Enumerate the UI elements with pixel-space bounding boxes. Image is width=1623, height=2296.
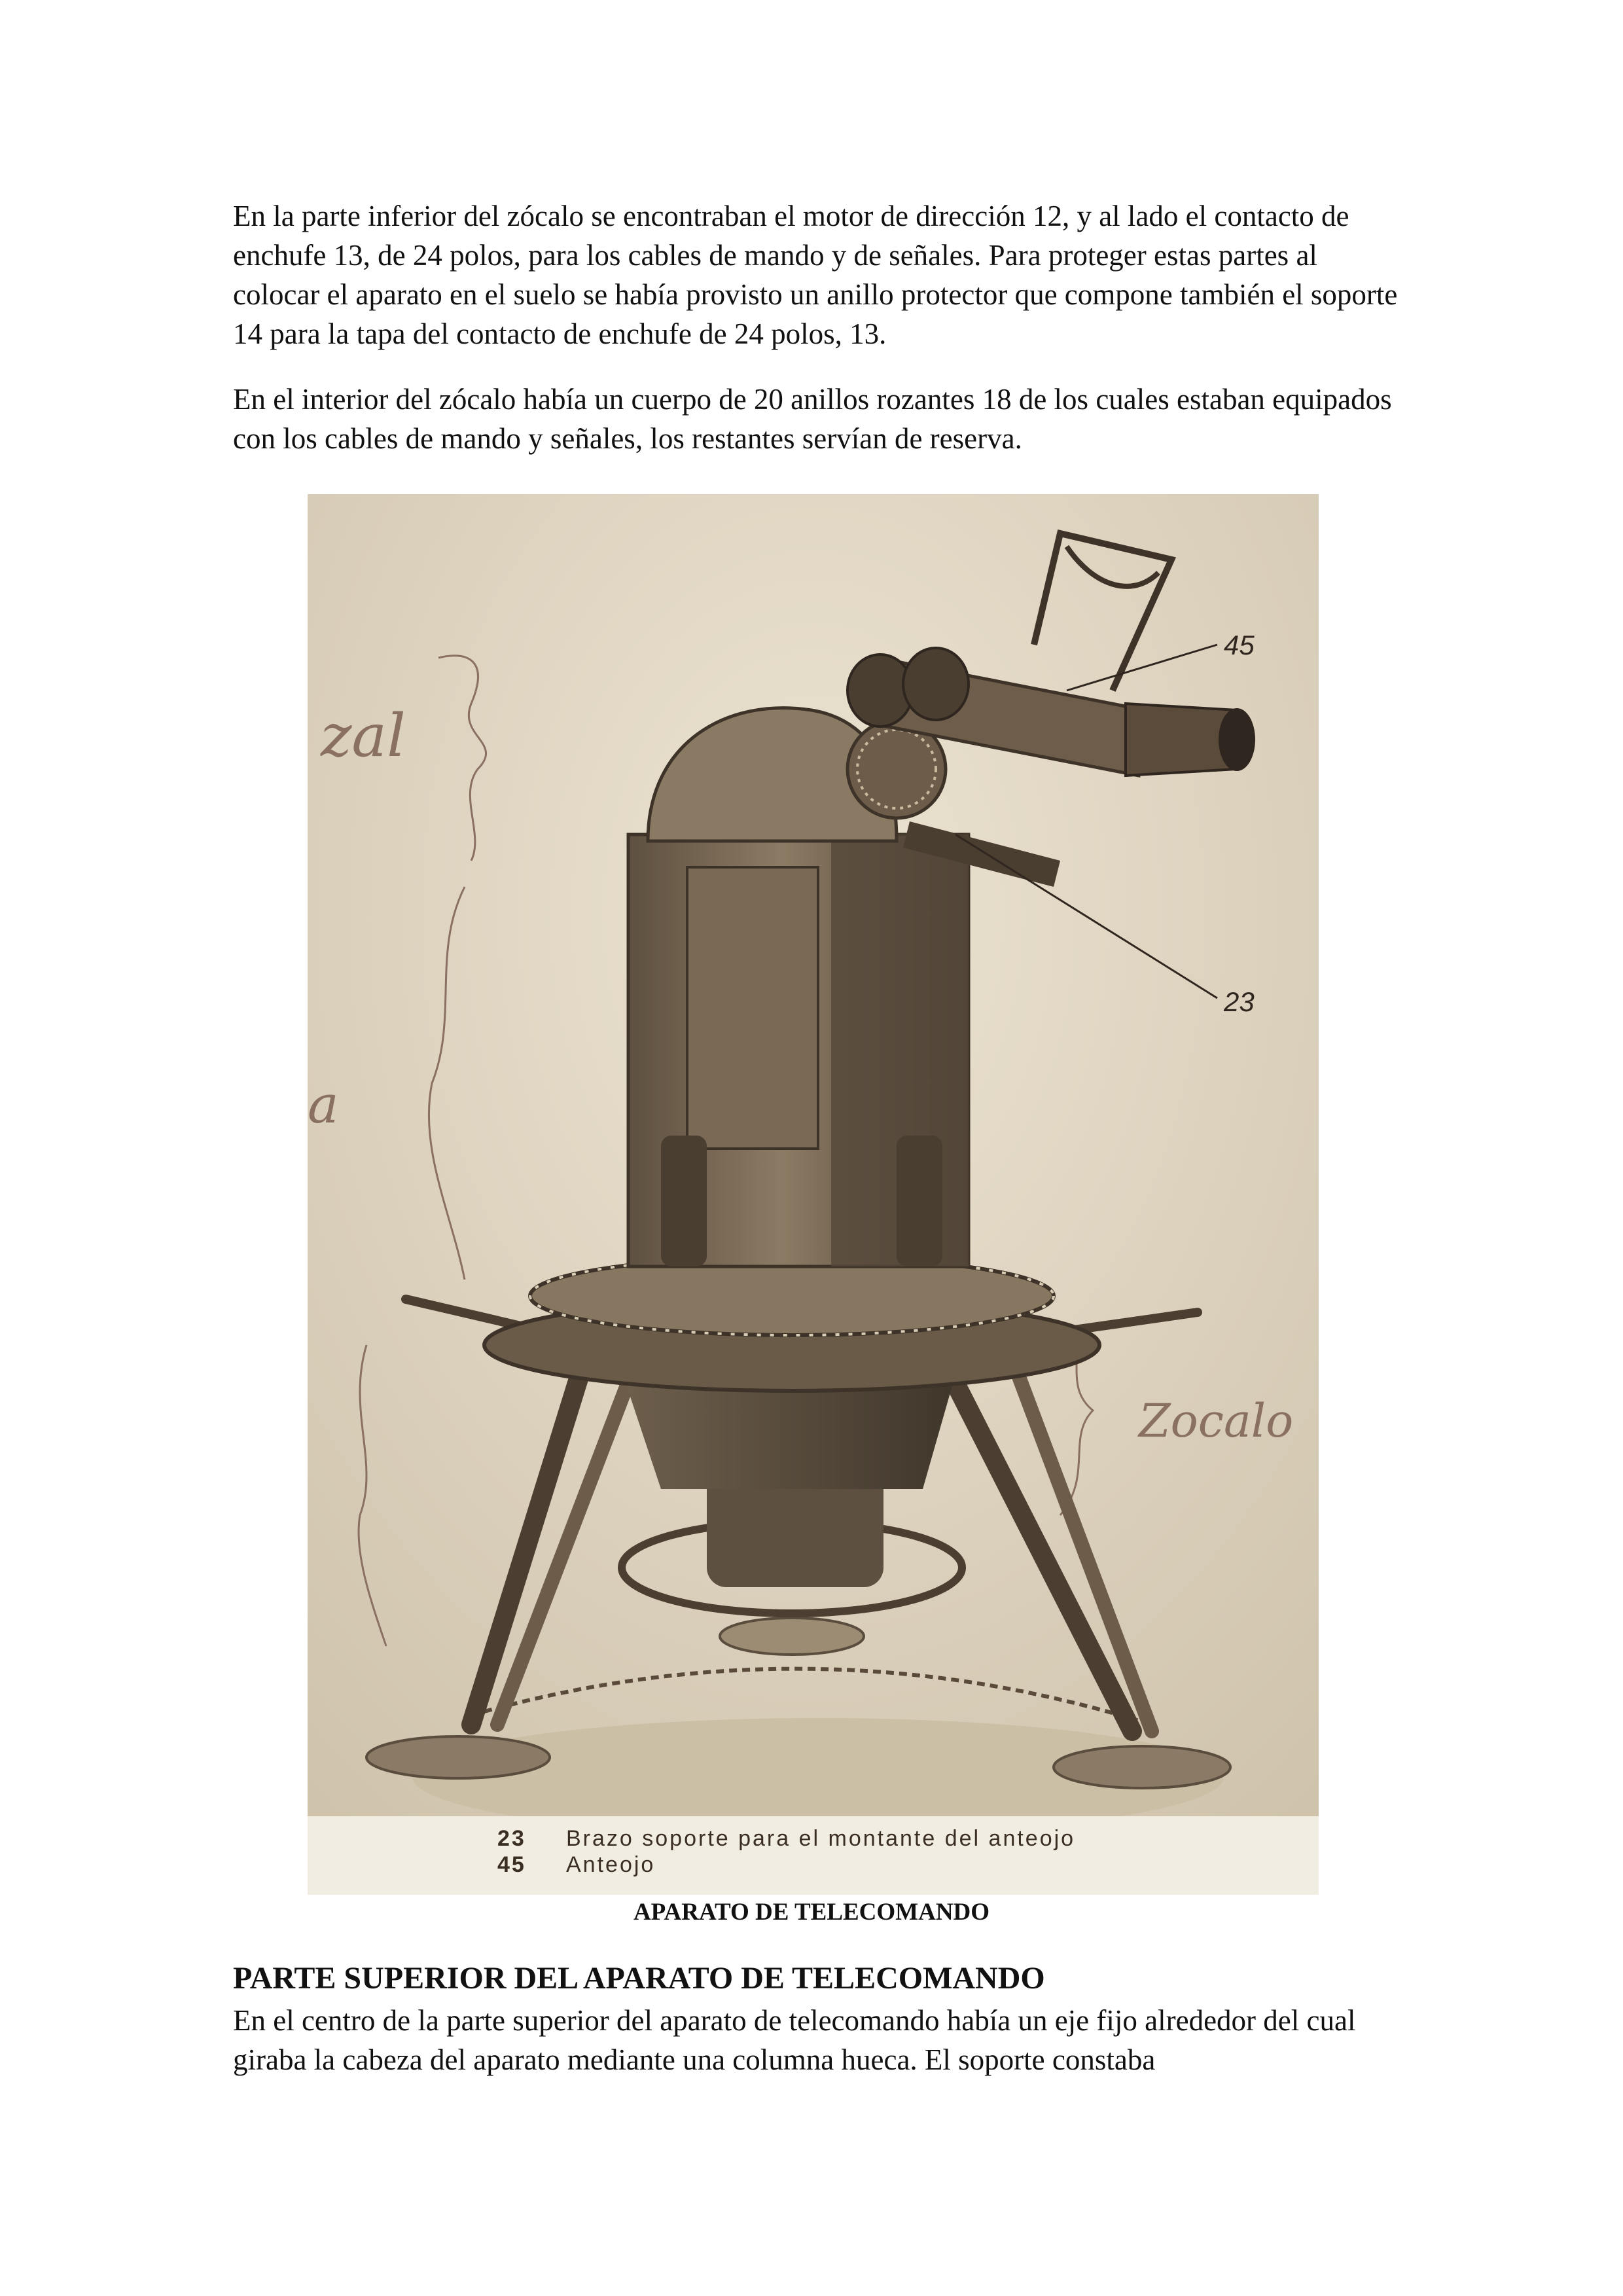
- legend-number: 45: [497, 1852, 526, 1877]
- section-heading: PARTE SUPERIOR DEL APARATO DE TELECOMANDO: [233, 1961, 1045, 1996]
- left-bracket: [661, 1136, 707, 1266]
- device-photo: [308, 494, 1319, 1895]
- handwriting-mid: a: [308, 1074, 339, 1135]
- left-foot-pad: [366, 1736, 550, 1778]
- callout-45: 45: [1224, 630, 1255, 660]
- figure-caption: APARATO DE TELECOMANDO: [633, 1899, 990, 1926]
- legend-number: 23: [497, 1826, 526, 1851]
- legend-row-45: [497, 1852, 655, 1878]
- handwriting-top: zal: [321, 702, 406, 770]
- second-paragraph: En el interior del zócalo había un cuerpo de 20 anillos rozantes 18 de los cuales estaban equipados con los cables de mando y señales, los restantes servían de reserva.: [233, 383, 1392, 455]
- turntable-upper: [530, 1257, 1054, 1335]
- side-cover-plate: [687, 867, 818, 1149]
- right-foot-pad: [1054, 1746, 1230, 1788]
- telecommand-device-illustration: [308, 494, 1319, 1895]
- callout-23: 23: [1224, 986, 1255, 1017]
- intro-paragraph: En la parte inferior del zócalo se encontraban el motor de dirección 12, y al lado el contacto de enchufe 13, de 24 polos, para los cables de mando y de señales. Para proteger estas partes al colocar el aparato en el suelo se había provisto un anillo protector que compone también el soporte 14 para la tapa del contacto de enchufe de 24 polos, 13.: [233, 200, 1398, 350]
- right-bracket: [897, 1136, 942, 1266]
- legend-text: Anteojo: [566, 1852, 656, 1877]
- center-foot-pad: [720, 1618, 864, 1655]
- legend-row-23: [497, 1826, 1075, 1852]
- handwriting-zocalo: Zocalo: [1139, 1394, 1294, 1448]
- third-paragraph: En el centro de la parte superior del aparato de telecomando había un eje fijo alrededor del cual giraba la cabeza del aparato mediante una columna hueca. El soporte constaba: [233, 2004, 1356, 2076]
- legend-text: Brazo soporte para el montante del anteojo: [566, 1826, 1076, 1851]
